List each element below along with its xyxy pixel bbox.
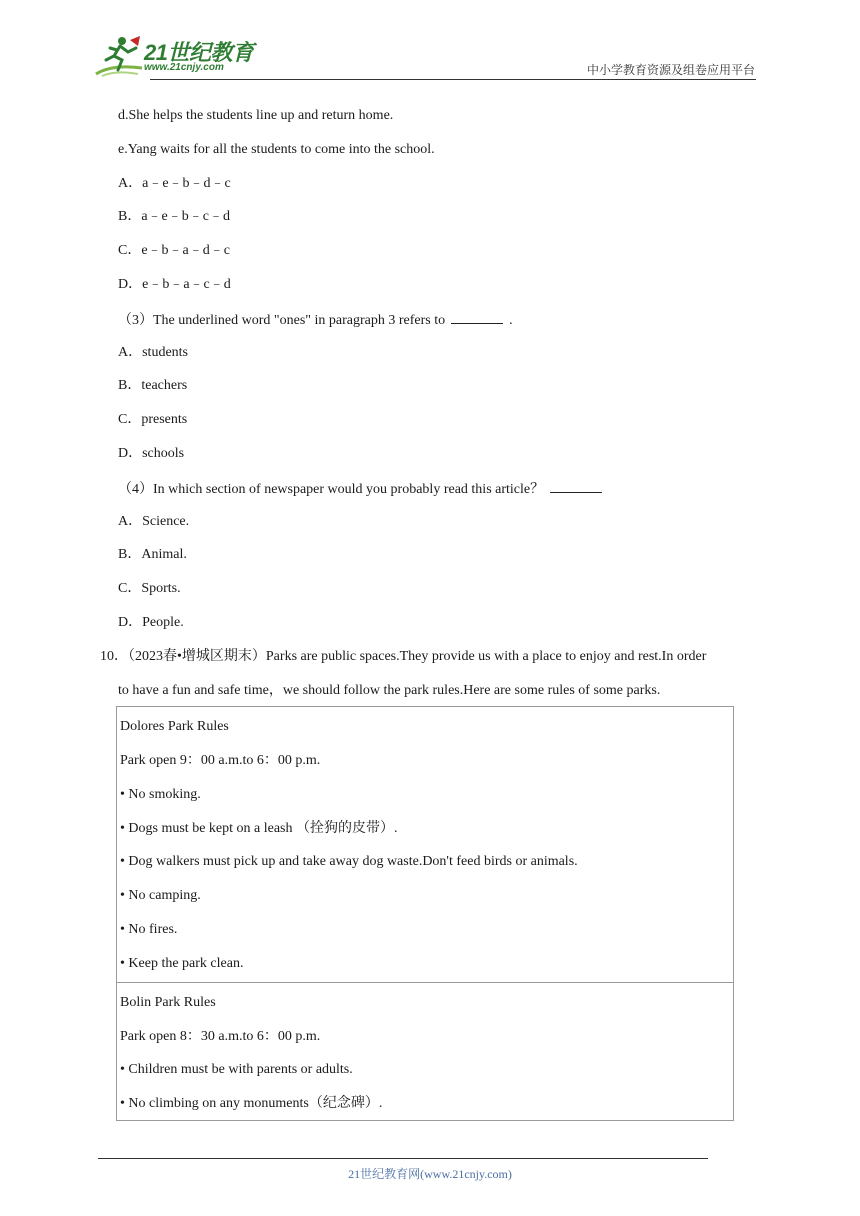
q4-option-b[interactable]: B．Animal. [118, 547, 187, 562]
dolores-rule: • Keep the park clean. [120, 956, 244, 971]
running-figure-icon [92, 34, 148, 80]
q4-option-a[interactable]: A．Science. [118, 514, 190, 529]
q3-option-d[interactable]: D．schools [118, 446, 185, 461]
table-row-divider [117, 982, 733, 983]
q3-option-c[interactable]: C．presents [118, 412, 188, 427]
bolin-rule: • Children must be with parents or adults. [120, 1062, 353, 1077]
q3-stem-text: （3）The underlined word "ones" in paragraph 3 refers to [118, 313, 446, 328]
q4-option-c[interactable]: C．Sports. [118, 581, 181, 596]
q10-intro-line2: to have a fun and safe time，we should follow the park rules.Here are some rules of some parks. [118, 683, 661, 698]
dolores-rule: • Dog walkers must pick up and take away dog waste.Don't feed birds or animals. [120, 854, 578, 869]
page-header [0, 0, 860, 90]
logo-url: www.21cnjy.com [144, 62, 224, 73]
q3-option-a[interactable]: A．students [118, 345, 188, 360]
q2-option-d[interactable]: D．e﹣b﹣a﹣c﹣d [118, 277, 231, 292]
header-divider [150, 79, 756, 80]
park-rules-table [116, 706, 734, 1121]
q4-answer-blank[interactable] [550, 478, 602, 493]
q4-stem [118, 478, 608, 500]
bolin-rule: • No climbing on any monuments（纪念碑）. [120, 1096, 383, 1111]
q2-item-e: e.Yang waits for all the students to come into the school. [118, 142, 435, 157]
dolores-title: Dolores Park Rules [120, 719, 229, 734]
dolores-rule: • Dogs must be kept on a leash （拴狗的皮带）. [120, 821, 398, 836]
q10-intro-line1: 10．（2023春•增城区期末）Parks are public spaces.They provide us with a place to enjoy and rest.In order [100, 649, 707, 664]
dolores-rule: • No camping. [120, 888, 201, 903]
q3-stem [118, 309, 513, 331]
q4-stem-text: （4）In which section of newspaper would you probably read this article？ [118, 482, 545, 497]
header-platform-name: 中小学教育资源及组卷应用平台 [586, 63, 755, 77]
footer-divider [98, 1158, 708, 1159]
q3-answer-blank[interactable] [451, 309, 503, 324]
q2-option-a[interactable]: A．a﹣e﹣b﹣d﹣c [118, 176, 231, 191]
site-logo[interactable] [92, 34, 262, 80]
bolin-title: Bolin Park Rules [120, 995, 216, 1010]
q3-stem-end: . [509, 313, 513, 328]
footer-link[interactable]: 21世纪教育网(www.21cnjy.com) [348, 1167, 512, 1181]
q2-option-b[interactable]: B．a﹣e﹣b﹣c﹣d [118, 209, 230, 224]
q2-item-d: d.She helps the students line up and return home. [118, 108, 394, 123]
logo-name: 21世纪教育 [144, 40, 254, 65]
q2-option-c[interactable]: C．e﹣b﹣a﹣d﹣c [118, 243, 230, 258]
dolores-rule: • No smoking. [120, 787, 201, 802]
bolin-hours: Park open 8：30 a.m.to 6：00 p.m. [120, 1029, 321, 1044]
dolores-rule: • No fires. [120, 922, 178, 937]
dolores-hours: Park open 9：00 a.m.to 6：00 p.m. [120, 753, 321, 768]
q4-option-d[interactable]: D．People. [118, 615, 184, 630]
q3-option-b[interactable]: B．teachers [118, 378, 188, 393]
